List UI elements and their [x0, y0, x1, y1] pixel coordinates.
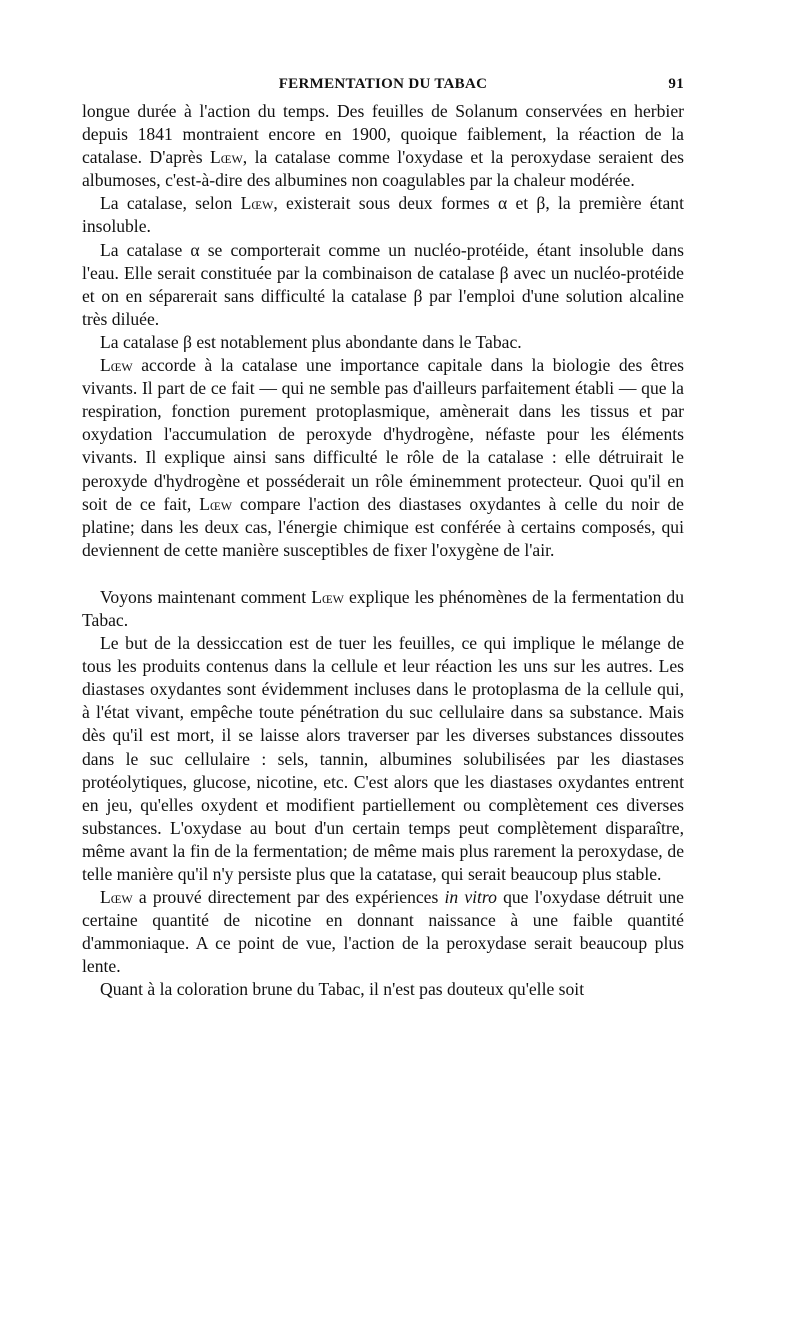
- page-header: [82, 70, 684, 100]
- author-name: Lœw: [199, 493, 233, 514]
- paragraph-5-text: accorde à la catalase une importance capitale dans la biologie des êtres vivants. Il part de ce fait — qui ne semble pas d'ailleurs parfaitement établi — que la respiration, fonction purement protoplasmique, amènerait dans les tissus et par oxydation l'accumulation de peroxyde d'hydrogène, néfaste pour les éléments vivants. Il explique ainsi sans difficulté le rôle de la catalase : elle détruirait le peroxyde d'hydrogène et posséderait un rôle éminemment protecteur. Quoi qu'il en soit de ce fait,: [82, 355, 684, 514]
- paragraph-8: [82, 886, 684, 978]
- paragraph-5-text-cont: compare l'action des diastases oxydantes à celle du noir de platine; dans les deux cas, l'énergie chimique est conférée à certains composés, qui deviennent de cette manière susceptibles de fixer l'oxygène de l'air.: [82, 493, 684, 560]
- running-title: FERMENTATION DU TABAC: [278, 76, 488, 92]
- paragraph-3: La catalase α se comporterait comme un nucléo-protéide, étant insoluble dans l'eau. Elle serait constituée par la combinaison de catalase β avec un nucléo-protéide et on en séparerait sans difficulté la catalase β par l'emploi d'une solution alcaline très diluée.: [82, 239, 684, 329]
- paragraph-7: Le but de la dessiccation est de tuer les feuilles, ce qui implique le mélange de tous les produits contenus dans la cellule et leur réaction les uns sur les autres. Les diastases oxydantes sont évidemment incluses dans le protoplasma de la cellule qui, à l'état vivant, empêche toute pénétration du suc cellulaire dans sa substance. Mais dès qu'il est mort, il se laisse alors traverser par les diverses substances dissoutes dans le suc cellulaire : sels, tannin, albumines solubilisées par les diastases protéolytiques, glucose, nicotine, etc. C'est alors que les diastases oxydantes entrent en jeu, qu'elles oxydent et modifient partiellement ou complètement ces diverses substances. L'oxydase au bout d'un certain temps peut complètement disparaître, même avant la fin de la fermentation; de même mais plus rarement la peroxydase, de telle manière qu'il n'y persiste plus que la catatase, qui serait beaucoup plus stable.: [82, 633, 684, 884]
- page-number: 91: [668, 76, 684, 92]
- paragraph-8-text: a prouvé directement par des expériences: [132, 887, 445, 908]
- paragraph-6: [82, 586, 684, 632]
- author-name: Lœw: [100, 355, 133, 376]
- paragraph-6-text: Voyons maintenant comment: [100, 586, 312, 607]
- author-name: Lœw: [311, 586, 344, 607]
- paragraph-2-text: La catalase, selon: [100, 193, 241, 214]
- author-name: Lœw: [240, 193, 274, 214]
- body-text: [82, 100, 684, 1002]
- paragraph-1-text-cont: , la catalase comme l'oxydase et la peroxydase seraient des albumoses, c'est-à-dire des albumines non coagulables par la chaleur modérée.: [82, 147, 685, 191]
- paragraph-1-text: longue durée à l'action du temps. Des feuilles de Solanum conservées en herbier depuis 1841 montraient encore en 1900, quoique faiblement, la réaction de la catalase. D'après: [82, 101, 684, 168]
- paragraph-1: [82, 100, 684, 192]
- paragraph-2: [82, 192, 684, 238]
- book-page: [82, 70, 684, 1002]
- paragraph-2-text-cont: , existerait sous deux formes α et β, la première étant insoluble.: [82, 193, 684, 237]
- paragraph-6-text-cont: explique les phénomènes de la fermentation du Tabac.: [82, 586, 684, 630]
- author-name: Lœw: [100, 887, 133, 908]
- paragraph-9: Quant à la coloration brune du Tabac, il n'est pas douteux qu'elle soit: [100, 979, 585, 1000]
- paragraph-8-text-cont: que l'oxydase détruit une certaine quantité de nicotine en donnant naissance à une faible quantité d'ammoniaque. A ce point de vue, l'action de la peroxydase serait beaucoup plus lente.: [82, 887, 684, 977]
- author-name: Lœw: [210, 147, 243, 168]
- italic-phrase: in vitro: [444, 887, 497, 908]
- paragraph-4: La catalase β est notablement plus abondante dans le Tabac.: [100, 331, 522, 352]
- paragraph-5: [82, 354, 684, 562]
